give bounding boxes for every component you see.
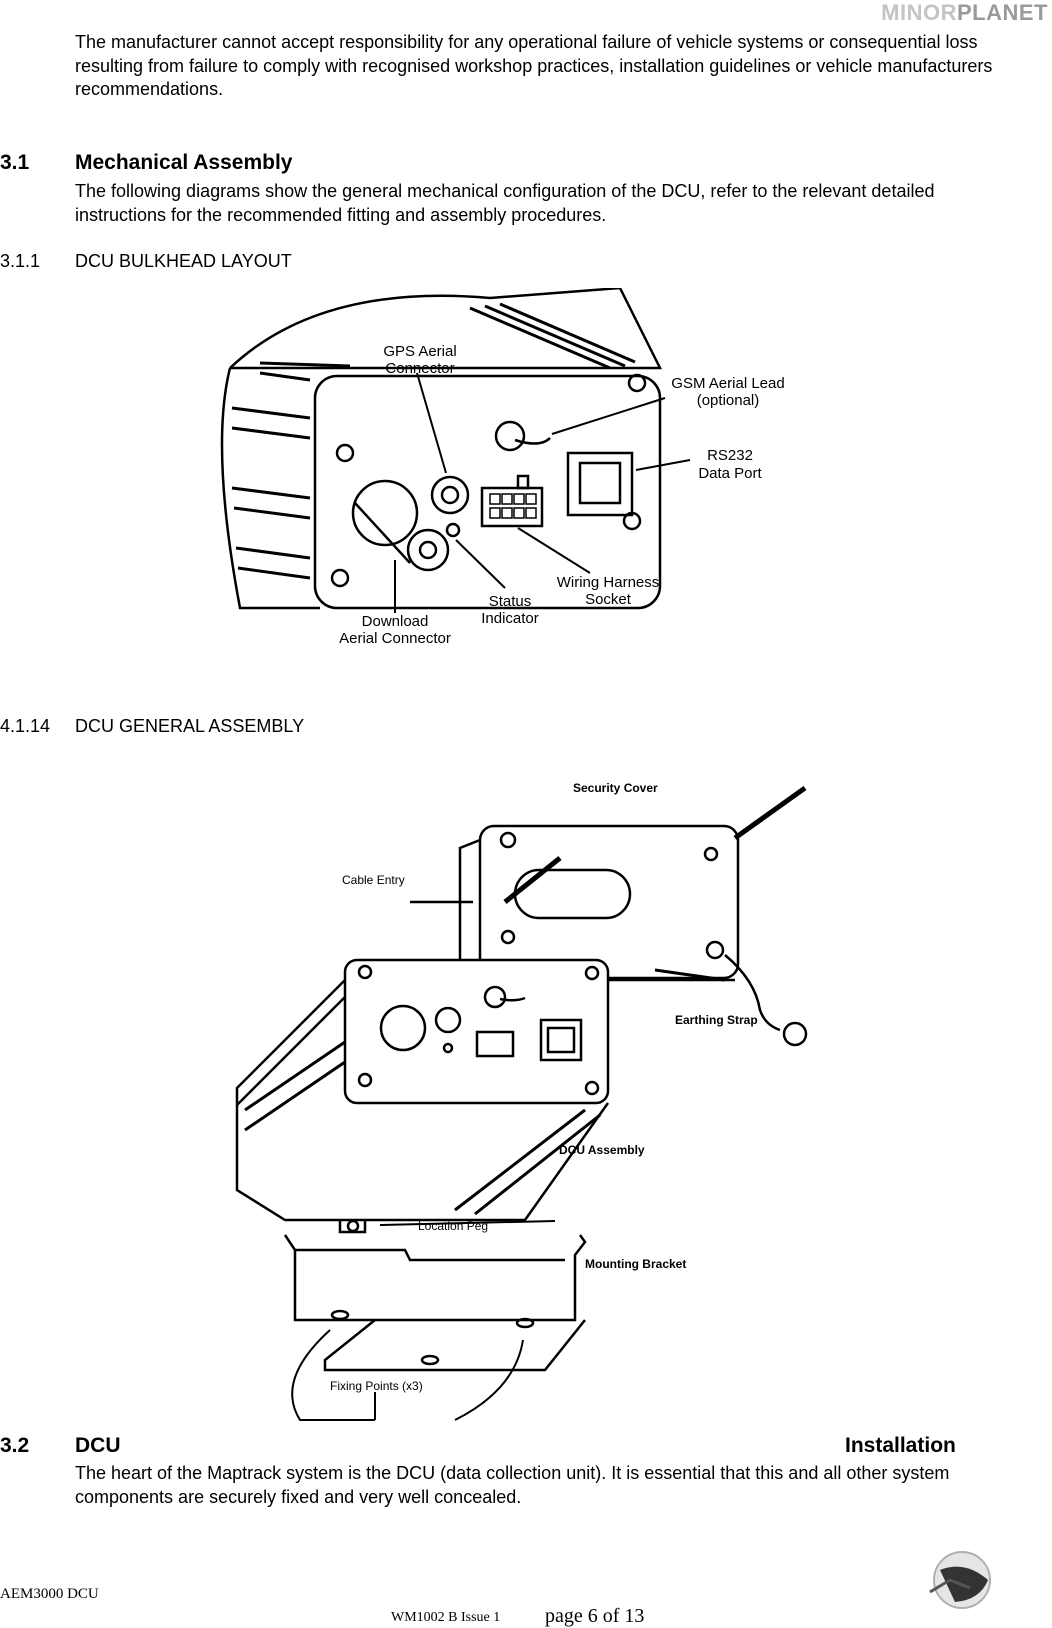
label-status: Status [488, 593, 532, 610]
label-mounting-bracket: Mounting Bracket [585, 1257, 687, 1271]
label-dcu-assembly: DCU Assembly [559, 1143, 645, 1157]
subsection-number: 4.1.14 [0, 716, 51, 736]
label-aerial-connector: Aerial Connector [339, 630, 451, 647]
section-title: Mechanical Assembly [75, 151, 293, 174]
label-security-cover: Security Cover [573, 781, 658, 795]
label-indicator: Indicator [481, 610, 539, 627]
general-assembly-diagram [215, 780, 840, 1450]
footer-product: AEM3000 DCU [0, 1586, 99, 1602]
label-gps-connector: Connector [385, 360, 455, 377]
satellite-globe-icon [920, 1540, 1000, 1620]
section-number: 3.2 [0, 1434, 30, 1457]
logo-text-minor: MINOR [881, 0, 957, 25]
dcu-body-drawing [222, 288, 690, 613]
label-data-port: Data Port [698, 465, 762, 482]
dcu-assembly-drawing [237, 960, 608, 1232]
label-earthing-strap: Earthing Strap [675, 1013, 758, 1027]
label-download: Download [361, 613, 429, 630]
label-wiring-harness: Wiring Harness [556, 574, 660, 591]
subsection-number: 3.1.1 [0, 251, 41, 271]
section-body: The following diagrams show the general mechanical configuration of the DCU, refer to the relevant detailed instructions for the recommended fitting and assembly procedures. [75, 181, 935, 225]
section-title-left: DCU [75, 1434, 121, 1457]
label-location-peg: Location Peg [418, 1219, 489, 1233]
footer-doc-ref: WM1002 B Issue 1 [391, 1610, 501, 1625]
mounting-bracket-drawing [285, 1235, 585, 1370]
label-gps-aerial: GPS Aerial [383, 343, 457, 360]
section-number: 3.1 [0, 151, 30, 174]
label-gsm-optional: (optional) [696, 392, 760, 409]
label-cable-entry: Cable Entry [342, 873, 405, 887]
label-socket: Socket [585, 591, 631, 608]
subsection-title: DCU GENERAL ASSEMBLY [75, 716, 305, 736]
assembly-drawing [237, 788, 806, 1420]
section-title-right: Installation [845, 1434, 956, 1457]
label-rs232: RS232 [707, 447, 753, 464]
bulkhead-layout-diagram [200, 288, 840, 668]
label-gsm-aerial-lead: GSM Aerial Lead [671, 375, 785, 392]
footer-page-number: page 6 of 13 [545, 1605, 645, 1627]
subsection-title: DCU BULKHEAD LAYOUT [75, 251, 292, 271]
minorplanet-logo [881, 0, 1048, 26]
logo-text-planet: PLANET [957, 0, 1048, 25]
section-body: The heart of the Maptrack system is the DCU (data collection unit). It is essential that this and all other system components are securely fixed and very well concealed. [75, 1463, 950, 1507]
label-fixing-points: Fixing Points (x3) [330, 1379, 423, 1393]
intro-paragraph: The manufacturer cannot accept responsibility for any operational failure of vehicle systems or consequential loss resulting from failure to comply with recognised workshop practices, installation guidelines or vehicle manufacturers recommendations. [75, 32, 993, 99]
